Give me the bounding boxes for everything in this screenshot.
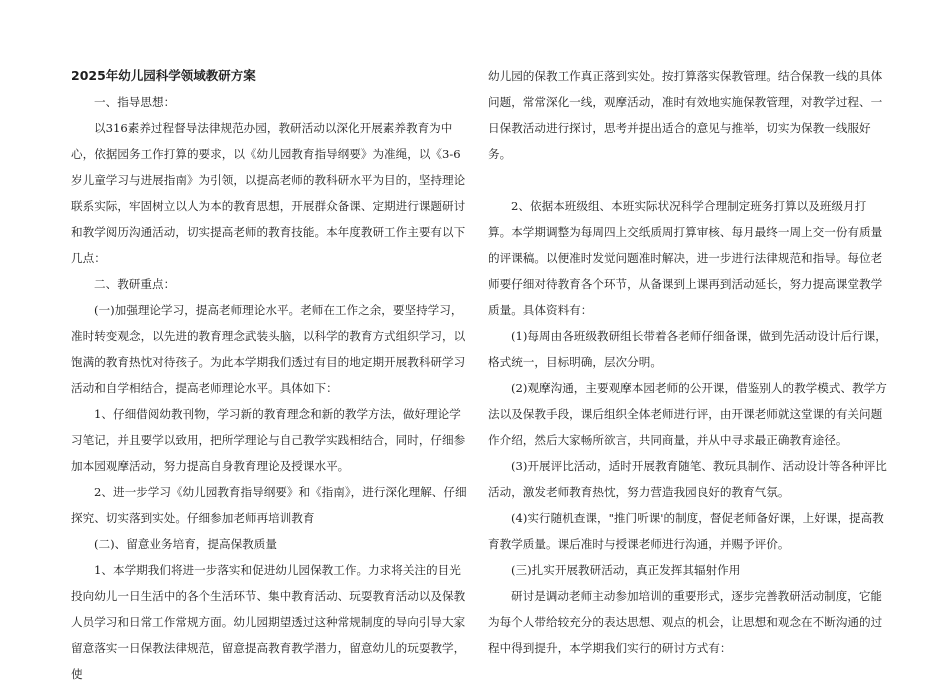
paragraph-class-plan: 2、依据本班级组、本班实际状况科学合理制定班务打算以及班级月打算。本学期调整为每周四上交纸质周打算审核、每月最终一周上交一份有质量的评课稿。以便准时发觉问题准时解决，进一步进行法律规范和指导。每位老师要仔细对待教育各个环节，从备课到上课再到活动延长，努力提高课堂教学质量。具体资料有： bbox=[488, 199, 883, 317]
section-heading-guiding-ideology: 一、指导思想： bbox=[94, 95, 176, 109]
subheading-business-training: (二)、留意业务培育，提高保教质量 bbox=[94, 537, 277, 551]
paragraph-care-work: 1、本学期我们将进一步落实和促进幼儿园保教工作。力求将关注的目光投向幼儿一日生活中的各个生活环节、集中教育活动、玩耍教育活动以及保教人员学习和日常工作常规方面。幼儿园期望透过这种常规制度的导向引导大家留意落实一日保教法律规范，留意提高教育教学潜力，留意幼儿的玩耍教学，使 bbox=[71, 563, 466, 681]
section-heading-research-focus: 二、教研重点： bbox=[94, 277, 176, 291]
list-item-competition: (3)开展评比活动，适时开展教育随笔、教玩具制作、活动设计等各种评比活动，激发老师教育热忱，努力营造我园良好的教育气氛。 bbox=[488, 459, 887, 499]
paragraph-theory-study: (一)加强理论学习，提高老师理论水平。老师在工作之余，要坚持学习，准时转变观念，以先进的教育理念武装头脑，以科学的教育方式组织学习，以饱满的教育热忱对待孩子。为此本学期我们透过有目的地定期开展教科研学习活动和自学相结合，提高老师理论水平。具体如下： bbox=[71, 303, 466, 395]
list-item-random-check: (4)实行随机查课，"推门听课'的制度，督促老师备好课，上好课，提高教育教学质量。课后准时与授课老师进行沟通，并赐予评价。 bbox=[488, 511, 884, 551]
document-title: 2025年幼儿园科学领域教研方案 bbox=[71, 68, 256, 83]
paragraph-item-1: 1、仔细借阅幼教刊物，学习新的教育理念和新的教学方法，做好理论学习笔记，并且要学以致用，把所学理论与自己教学实践相结合，同时，仔细参加本园观摩活动，努力提高自身教育理论及授课水平。 bbox=[71, 407, 466, 473]
subheading-research-activities: (三)扎实开展教研活动，真正发挥其辐射作用 bbox=[511, 563, 741, 577]
paragraph-item-2: 2、进一步学习《幼儿园教育指导纲要》和《指南》，进行深化理解、仔细探究、切实落到实处。仔细参加老师再培训教育 bbox=[71, 485, 467, 525]
left-column bbox=[71, 63, 471, 687]
paragraph-guiding-ideology: 以316素养过程督导法律规范办园，教研活动以深化开展素养教育为中心，依据园务工作打算的要求，以《幼儿园教育指导纲要》为准绳，以《3-6岁儿童学习与进展指南》为引领，以提高老师的教科研水平为目的，坚持理论联系实际，牢固树立以人为本的教育思想，开展群众备课、定期进行课题研讨和教学阅历沟通活动，切实提高老师的教育技能。本年度教研工作主要有以下几点： bbox=[71, 121, 466, 265]
list-item-observation: (2)观摩沟通，主要观摩本园老师的公开课，借鉴别人的教学模式、教学方法以及保教手段，课后组织全体老师进行评，由开课老师就这堂课的有关问题作介绍，然后大家畅所欲言，共同商量，并从中寻求最正确教育途径。 bbox=[488, 381, 887, 447]
right-column bbox=[488, 63, 888, 661]
paragraph-care-work-continued: 幼儿园的保教工作真正落到实处。按打算落实保教管理。结合保教一线的具体问题，常常深化一线，观摩活动，准时有效地实施保教管理，对教学过程、一日保教活动进行探讨，思考并提出适合的意见与推举，切实为保教一线服好务。 bbox=[488, 69, 883, 161]
paragraph-research-methods: 研讨是调动老师主动参加培训的重要形式，逐步完善教研活动制度，它能为每个人带给较充分的表达思想、观点的机会，让思想和观念在不断沟通的过程中得到提升，本学期我们实行的研讨方式有： bbox=[488, 589, 883, 655]
list-item-lesson-prep: (1)每周由各班级教研组长带着各老师仔细备课，做到先活动设计后行课，格式统一，目标明确，层次分明。 bbox=[488, 329, 887, 369]
paragraph-spacer bbox=[488, 167, 888, 193]
